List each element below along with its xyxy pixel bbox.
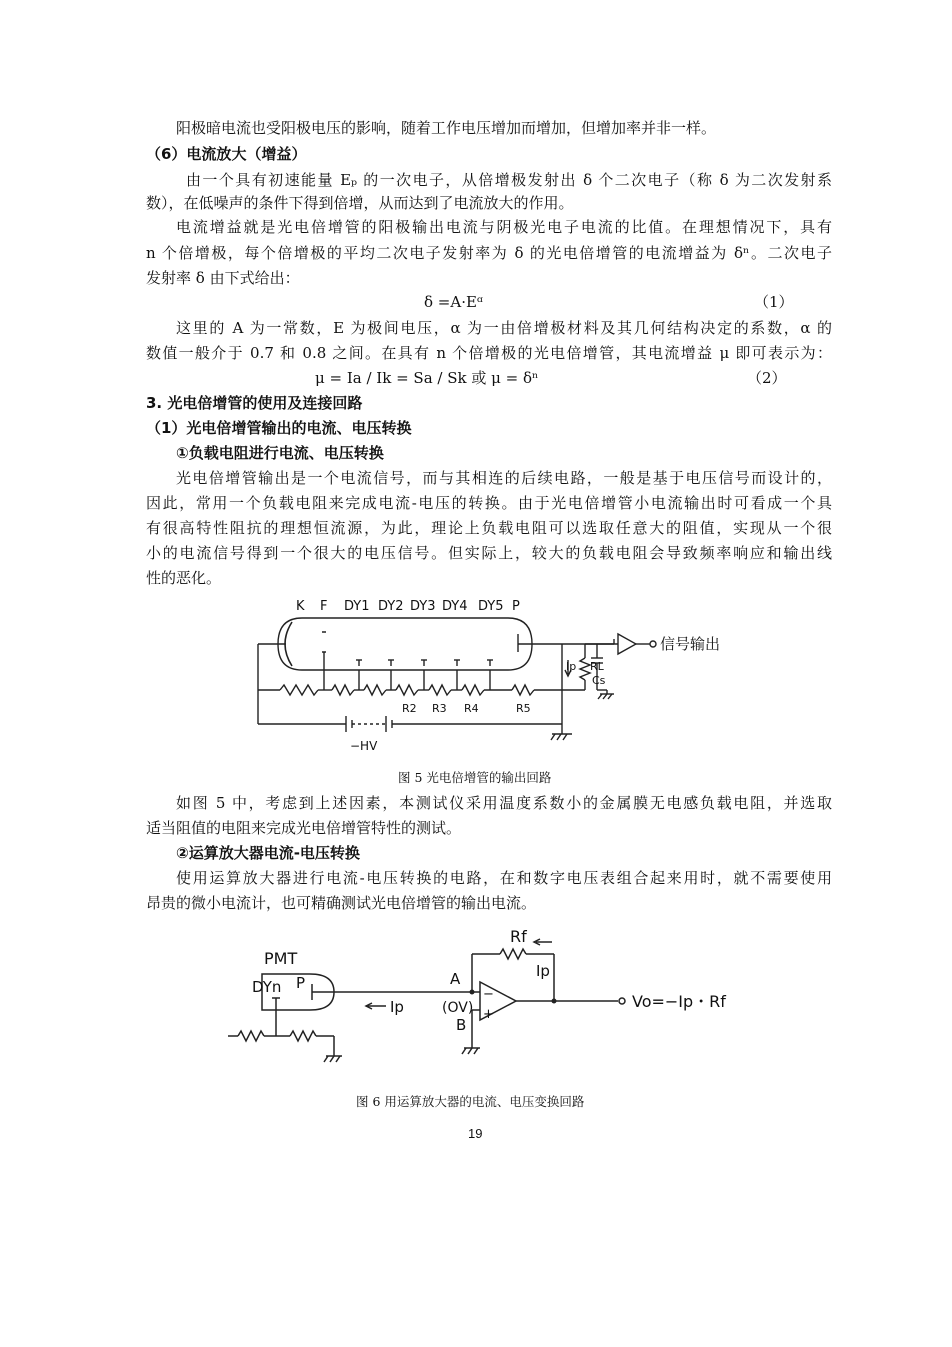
- label-dy5: DY5: [478, 599, 504, 614]
- label-vo-formula: Vo=−Ip・Rf: [632, 992, 726, 1011]
- label-ov: (OV): [442, 1000, 474, 1016]
- label-r4: R4: [464, 702, 479, 715]
- label-p: P: [512, 599, 520, 614]
- section-heading-current-gain: （6）电流放大（增益）: [146, 145, 307, 163]
- figure-6-op-amp-circuit: [218, 922, 758, 1082]
- label-pmt: PMT: [264, 949, 298, 968]
- label-r2: R2: [402, 702, 417, 715]
- paragraph-line: 昂贵的微小电流计，也可精确测试光电倍增管的输出电流。: [146, 894, 537, 912]
- paragraph-line: 因此，常用一个负载电阻来完成电流-电压的转换。由于光电倍增管小电流输出时可看成一个具: [146, 494, 832, 512]
- label-a: A: [450, 970, 461, 988]
- equation-1-number: （1）: [754, 293, 794, 311]
- paragraph-line: 性的恶化。: [146, 569, 222, 587]
- subsection-heading-op-amp: ②运算放大器电流-电压转换: [176, 844, 360, 862]
- label-f: F: [320, 599, 328, 614]
- figure-5-caption: 图 5 光电倍增管的输出回路: [398, 770, 552, 785]
- paragraph-line: 光电倍增管输出是一个电流信号，而与其相连的后续电路，一般是基于电压信号而设计的，: [176, 469, 832, 487]
- section-heading-usage: 3. 光电倍增管的使用及连接回路: [146, 394, 363, 412]
- label-r5: R5: [516, 702, 531, 715]
- equation-1: δ =A·Eᵅ: [424, 293, 483, 311]
- paragraph-line: 如图 5 中，考虑到上述因素，本测试仪采用温度系数小的金属膜无电感负载电阻，并选取: [176, 794, 832, 812]
- label-b: B: [456, 1016, 467, 1034]
- label-signal-output: 信号输出: [660, 635, 721, 653]
- paragraph-line: 电流增益就是光电倍增管的阳极输出电流与阴极光电子电流的比值。在理想情况下，具有: [176, 218, 832, 236]
- subsection-heading-conversion: （1）光电倍增管输出的电流、电压转换: [146, 419, 412, 437]
- paragraph-line: 这里的 A 为一常数，E 为极间电压，α 为一由倍增极材料及其几何结构决定的系数，α 的: [176, 319, 832, 337]
- label-p: P: [296, 974, 306, 992]
- page-number: 19: [468, 1126, 483, 1141]
- paragraph-line: 适当阻值的电阻来完成光电倍增管特性的测试。: [146, 819, 462, 837]
- paragraph-line: 小的电流信号得到一个很大的电压信号。但实际上，较大的负载电阻会导致频率响应和输出线: [146, 544, 832, 562]
- equation-2: μ = Ia / Ik = Sa / Sk 或 μ = δⁿ: [315, 369, 539, 387]
- label-ip-feedback: Ip: [536, 962, 550, 980]
- label-dy1: DY1: [344, 599, 370, 614]
- label-r3: R3: [432, 702, 447, 715]
- label-dy3: DY3: [410, 599, 436, 614]
- paragraph-line: 由一个具有初速能量 Eₚ 的一次电子，从倍增极发射出 δ 个二次电子（称 δ 为二次发射系: [186, 171, 832, 189]
- paragraph-dark-current: 阳极暗电流也受阳极电压的影响，随着工作电压增加而增加，但增加率并非一样。: [176, 119, 717, 137]
- equation-2-number: （2）: [747, 369, 787, 387]
- paragraph-line: 数），在低噪声的条件下得到倍增，从而达到了电流放大的作用。: [146, 194, 574, 212]
- label-dy4: DY4: [442, 599, 468, 614]
- figure-6-caption: 图 6 用运算放大器的电流、电压变换回路: [356, 1094, 585, 1109]
- label-inverting: −: [483, 987, 494, 1002]
- label-rf: Rf: [510, 927, 527, 946]
- label-ip: Ip: [566, 660, 577, 673]
- paragraph-line: 数值一般介于 0.7 和 0.8 之间。在具有 n 个倍增极的光电倍增管，其电流增益 μ 即可表示为：: [146, 344, 832, 362]
- paragraph-line: 有很高特性阻抗的理想恒流源，为此，理论上负载电阻可以选取任意大的阻值，实现从一个很: [146, 519, 832, 537]
- figure-5-pmt-output-circuit: [240, 594, 760, 764]
- paragraph-line: 发射率 δ 由下式给出：: [146, 269, 300, 287]
- label-dyn: DYn: [252, 978, 282, 996]
- label-hv: −HV: [350, 739, 378, 753]
- label-dy2: DY2: [378, 599, 404, 614]
- label-noninverting: +: [483, 1007, 494, 1022]
- paragraph-line: n 个倍增极，每个倍增极的平均二次电子发射率为 δ 的光电倍增管的电流增益为 δⁿ。二次电子: [146, 244, 832, 262]
- subsection-heading-load-resistor: ①负载电阻进行电流、电压转换: [176, 444, 384, 462]
- label-rl: RL: [590, 660, 604, 673]
- label-k: K: [296, 599, 305, 614]
- label-ip-input: Ip: [390, 998, 404, 1016]
- label-cs: Cs: [592, 674, 606, 687]
- paragraph-line: 使用运算放大器进行电流-电压转换的电路，在和数字电压表组合起来用时，就不需要使用: [176, 869, 832, 887]
